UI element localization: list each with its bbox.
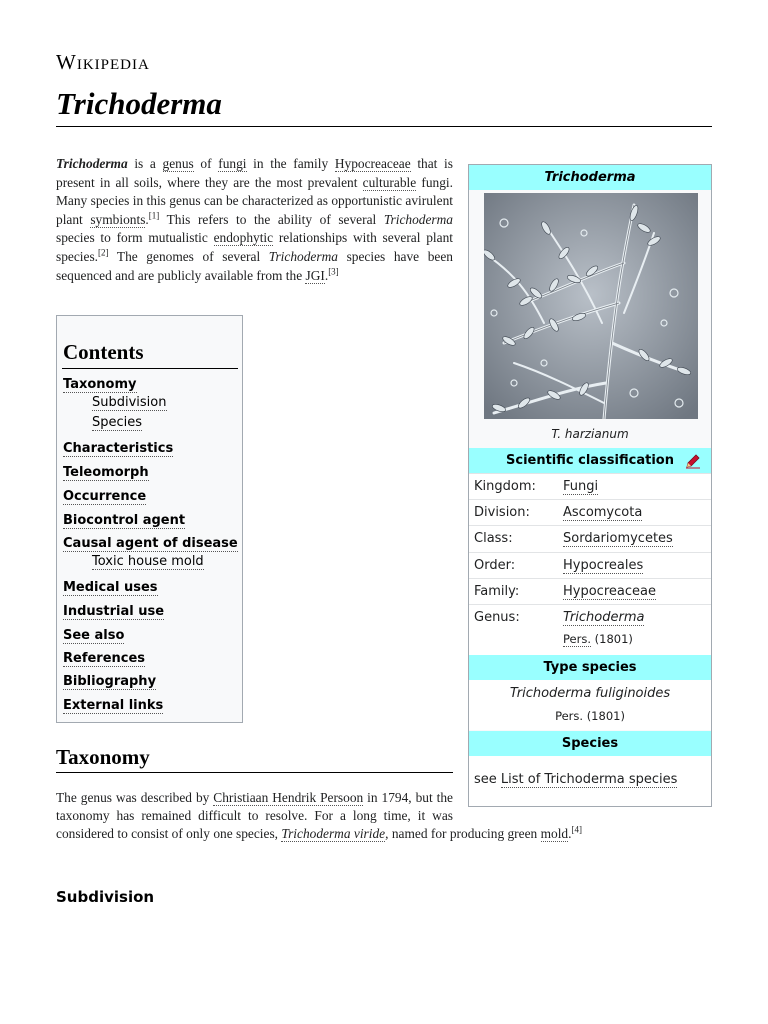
link-family[interactable]: Hypocreaceae [563, 584, 656, 599]
classification-row-class: Class: Sordariomycetes [469, 525, 711, 552]
section-heading-subdivision: Subdivision [56, 888, 155, 906]
link-endophytic[interactable]: endophytic [213, 230, 274, 246]
link-fungi[interactable]: fungi [218, 156, 247, 171]
link-order[interactable]: Hypocreales [563, 558, 644, 573]
classification-row-genus: Genus: Trichoderma Pers. (1801) [469, 604, 711, 655]
ref-4[interactable]: [4] [571, 824, 582, 835]
type-species-name: Trichoderma fuliginoides [509, 686, 671, 701]
toc-item-species[interactable]: Species [92, 415, 143, 430]
scientific-classification-header: Scientific classification [469, 448, 711, 473]
toc-item-biocontrol-agent[interactable]: Biocontrol agent [63, 513, 186, 528]
toc-item-toxic-house-mold[interactable]: Toxic house mold [92, 554, 204, 569]
pencil-icon[interactable] [685, 453, 701, 469]
type-species-cell [469, 680, 711, 730]
toc-item-subdivision[interactable]: Subdivision [92, 395, 167, 410]
link-kingdom[interactable]: Fungi [563, 479, 599, 494]
ref-3[interactable]: [3] [328, 266, 339, 277]
toc-item-occurrence[interactable]: Occurrence [63, 489, 147, 504]
section-heading-taxonomy: Taxonomy [56, 745, 150, 769]
title-divider [56, 126, 712, 127]
classification-row-order: Order: Hypocreales [469, 552, 711, 579]
infobox-image[interactable] [484, 193, 698, 419]
link-pers[interactable]: Pers. [563, 632, 591, 646]
link-hypocreaceae[interactable]: Hypocreaceae [334, 156, 411, 171]
toc-item-see-also[interactable]: See also [63, 628, 125, 643]
taxonomy-paragraph: The genus was described by Christiaan Hendrik Persoon in 1794, but the taxonomy has remained difficult to resolve. For a long time, it was considered to consist of only one species, Trichoderma viride, named for producing green mold.[4] [56, 789, 712, 844]
toc-item-taxonomy[interactable]: Taxonomy [63, 377, 137, 392]
link-persoon[interactable]: Christiaan Hendrik Persoon [213, 790, 364, 805]
link-jgi[interactable]: JGI [305, 267, 325, 283]
table-of-contents [56, 315, 243, 723]
page-title: Trichoderma [56, 86, 222, 121]
link-mold[interactable]: mold [540, 826, 569, 842]
toc-item-bibliography[interactable]: Bibliography [63, 674, 157, 689]
species-text: see List of Trichoderma species [474, 772, 678, 787]
toc-item-references[interactable]: References [63, 651, 146, 666]
link-list-of-species[interactable]: List of Trichoderma species [500, 772, 678, 787]
toc-item-industrial-use[interactable]: Industrial use [63, 604, 165, 619]
toc-item-medical-uses[interactable]: Medical uses [63, 580, 158, 595]
type-species-authority: Pers. (1801) [555, 709, 625, 723]
lead-paragraph: Trichoderma is a genus of fungi in the family Hypocreaceae that is present in all soils, where they are the most prevalent culturable fungi. Many species in this genus can be characterized as opportunistic avirulent plant symbionts.[1] This refers to the ability of several Trichoderma species to form mutualistic endophytic relationships with several plant species.[2] The genomes of several Trichoderma species have been sequenced and are publicly available from the JGI.[3] [56, 156, 454, 283]
toc-item-causal-agent[interactable]: Causal agent of disease [63, 536, 238, 551]
toc-item-teleomorph[interactable]: Teleomorph [63, 465, 149, 480]
link-culturable[interactable]: culturable [362, 174, 417, 190]
link-genus-trichoderma[interactable]: Trichoderma [563, 610, 645, 625]
link-class[interactable]: Sordariomycetes [563, 531, 673, 546]
genus-authority: Pers. (1801) [563, 632, 633, 646]
section-divider [56, 772, 453, 773]
classification-row-family: Family: Hypocreaceae [469, 578, 711, 605]
toc-divider [62, 368, 238, 369]
toc-item-external-links[interactable]: External links [63, 698, 164, 713]
infobox-title: Trichoderma [469, 165, 711, 190]
link-division[interactable]: Ascomycota [563, 505, 643, 520]
link-symbionts[interactable]: symbionts [90, 211, 146, 227]
ref-2[interactable]: [2] [98, 247, 109, 258]
wikipedia-wordmark[interactable]: Wikipedia [56, 50, 150, 74]
toc-item-characteristics[interactable]: Characteristics [63, 441, 174, 456]
classification-row-division: Division: Ascomycota [469, 499, 711, 526]
lead-genus-name: Trichoderma [56, 156, 128, 171]
classification-row-kingdom: Kingdom: Fungi [469, 473, 711, 500]
ref-1[interactable]: [1] [148, 210, 160, 221]
toc-title: Contents [63, 340, 144, 364]
infobox [468, 164, 712, 807]
link-genus[interactable]: genus [162, 156, 194, 171]
infobox-clearance [453, 789, 712, 825]
fungus-micrograph [484, 193, 698, 419]
type-species-header: Type species [469, 655, 711, 680]
species-header: Species [469, 731, 711, 756]
infobox-caption: T. harzianum [551, 427, 629, 441]
link-trichoderma-viride[interactable]: Trichoderma viride [281, 826, 386, 842]
